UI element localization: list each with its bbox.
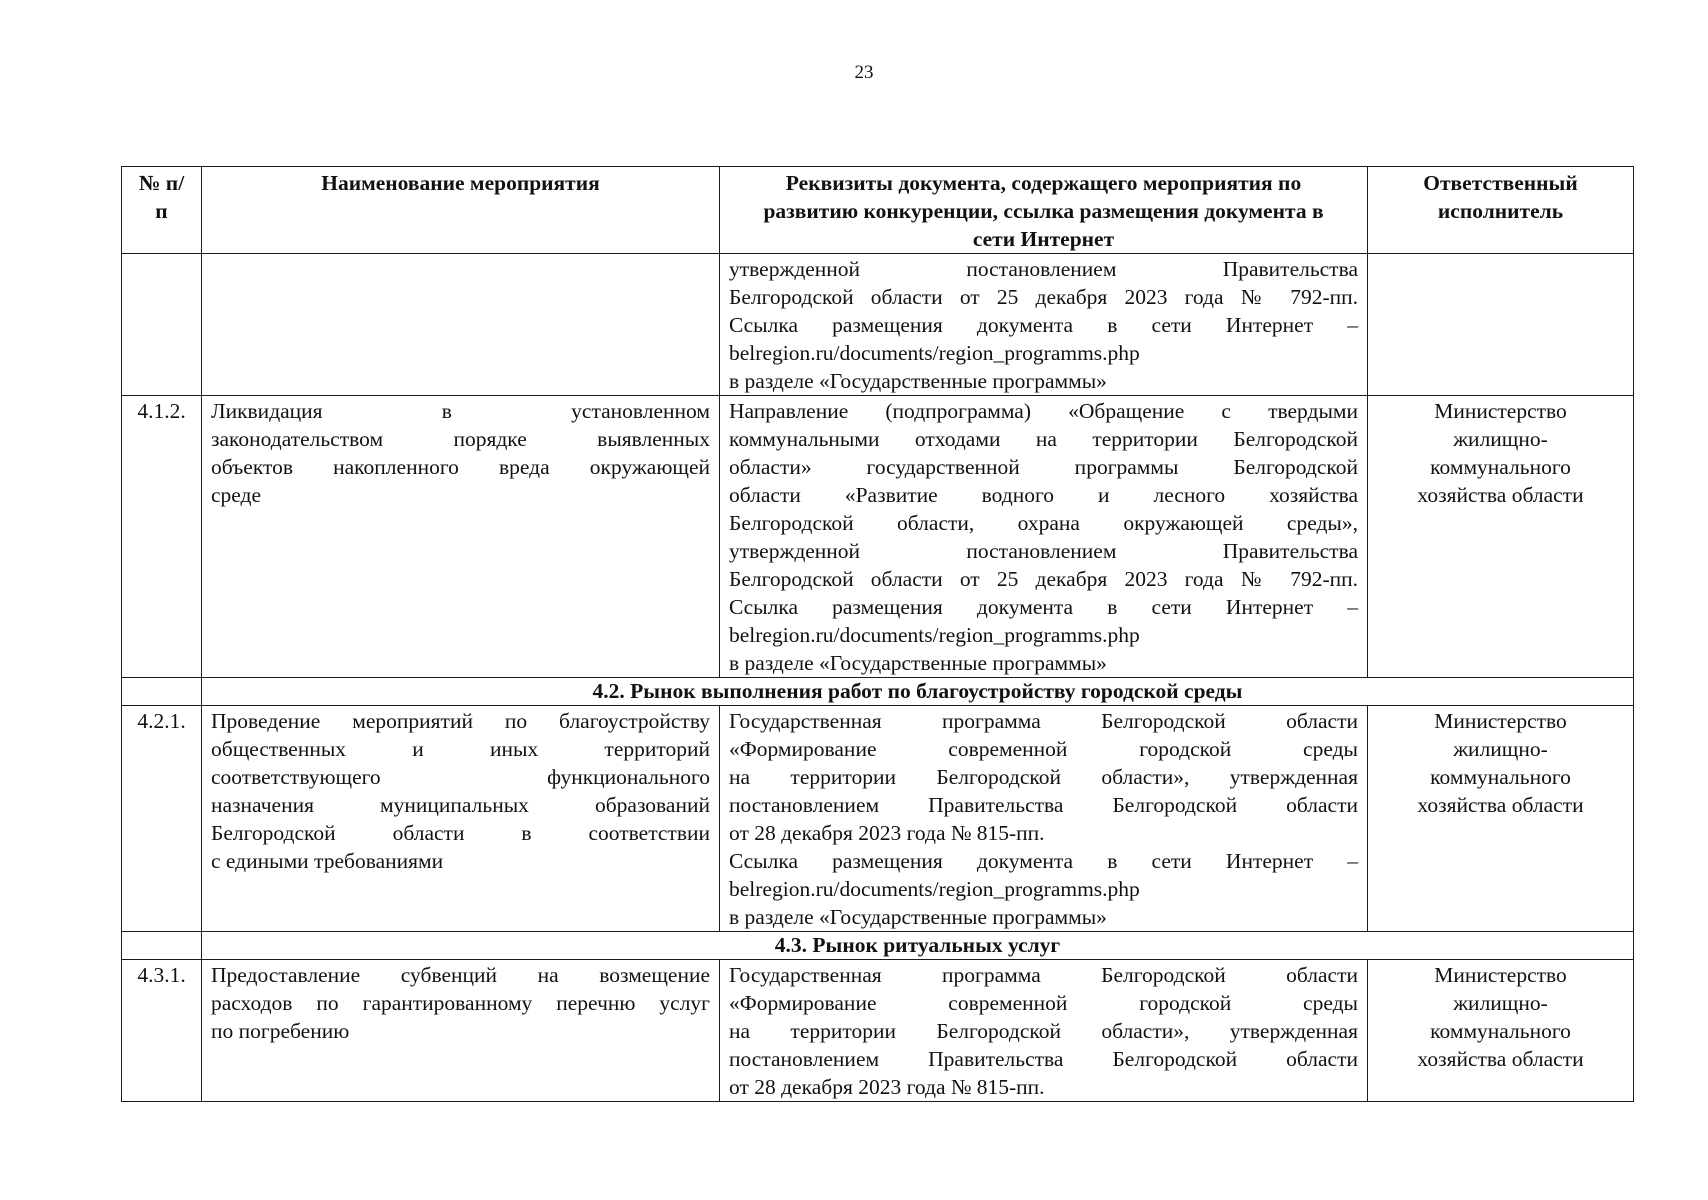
- doc-line: Ссылка размещения документа в сети Интернет –: [729, 849, 1358, 873]
- section-title: 4.3. Рынок ритуальных услуг: [202, 932, 1634, 960]
- row-doc: [720, 254, 1368, 396]
- resp-line: жилищно-: [1453, 737, 1548, 761]
- row-name: [202, 706, 720, 932]
- name-line: с едиными требованиями: [211, 849, 444, 873]
- name-line: Предоставление субвенций на возмещение: [211, 963, 710, 987]
- table-header-row: [122, 167, 1634, 254]
- table-row: [122, 960, 1634, 1102]
- row-name: [202, 396, 720, 678]
- doc-line: на территории Белгородской области», утвержденная: [729, 1019, 1358, 1043]
- name-line: Проведение мероприятий по благоустройству: [211, 709, 710, 733]
- table-row: [122, 396, 1634, 678]
- resp-line: жилищно-: [1453, 427, 1548, 451]
- resp-line: коммунального: [1430, 1019, 1571, 1043]
- resp-line: хозяйства области: [1417, 793, 1584, 817]
- doc-line: Направление (подпрограмма) «Обращение с твердыми: [729, 399, 1358, 423]
- name-line: расходов по гарантированному перечню услуг: [211, 991, 710, 1015]
- row-num: 4.3.1.: [122, 960, 202, 1102]
- section-num-cell: [122, 678, 202, 706]
- doc-line: Ссылка размещения документа в сети Интернет –: [729, 313, 1358, 337]
- row-num: 4.1.2.: [122, 396, 202, 678]
- header-name: Наименование мероприятия: [202, 167, 720, 254]
- doc-line: Ссылка размещения документа в сети Интернет –: [729, 595, 1358, 619]
- section-row: [122, 678, 1634, 706]
- section-row: [122, 932, 1634, 960]
- name-line: назначения муниципальных образований: [211, 793, 710, 817]
- row-resp: [1368, 706, 1634, 932]
- resp-line: Министерство: [1434, 963, 1567, 987]
- page-number: 23: [854, 62, 874, 83]
- table-row: [122, 706, 1634, 932]
- name-line: общественных и иных территорий: [211, 737, 710, 761]
- doc-line: Белгородской области от 25 декабря 2023 года № 792-пп.: [729, 567, 1358, 591]
- doc-link-line: belregion.ru/documents/region_programms.php: [729, 877, 1140, 901]
- row-doc: [720, 706, 1368, 932]
- header-resp: Ответственный исполнитель: [1368, 167, 1634, 254]
- resp-line: Министерство: [1434, 399, 1567, 423]
- doc-line: на территории Белгородской области», утвержденная: [729, 765, 1358, 789]
- row-num: [122, 254, 202, 396]
- doc-link-line: belregion.ru/documents/region_programms.php: [729, 341, 1140, 365]
- doc-line: «Формирование современной городской среды: [729, 991, 1358, 1015]
- row-name: [202, 254, 720, 396]
- doc-line: Белгородской области, охрана окружающей среды»,: [729, 511, 1358, 535]
- resp-line: жилищно-: [1453, 991, 1548, 1015]
- competition-measures-table: [121, 166, 1634, 1102]
- header-doc: Реквизиты документа, содержащего мероприятия по развитию конкуренции, ссылка размещения документа в сети Интернет: [720, 167, 1368, 254]
- resp-line: коммунального: [1430, 455, 1571, 479]
- doc-line: Государственная программа Белгородской области: [729, 709, 1358, 733]
- name-line: Ликвидация в установленном: [211, 399, 710, 423]
- section-title: 4.2. Рынок выполнения работ по благоустройству городской среды: [202, 678, 1634, 706]
- doc-line: Белгородской области от 25 декабря 2023 года № 792-пп.: [729, 285, 1358, 309]
- table-row: [122, 254, 1634, 396]
- resp-line: Министерство: [1434, 709, 1567, 733]
- doc-line: утвержденной постановлением Правительства: [729, 257, 1358, 281]
- name-line: законодательством порядке выявленных: [211, 427, 710, 451]
- name-line: среде: [211, 483, 262, 507]
- name-line: Белгородской области в соответствии: [211, 821, 710, 845]
- doc-line: «Формирование современной городской среды: [729, 737, 1358, 761]
- header-num: № п/п: [122, 167, 202, 254]
- row-resp: [1368, 254, 1634, 396]
- row-doc: [720, 396, 1368, 678]
- resp-line: хозяйства области: [1417, 1047, 1584, 1071]
- doc-line: постановлением Правительства Белгородской области: [729, 1047, 1358, 1071]
- doc-line: в разделе «Государственные программы»: [729, 369, 1107, 393]
- row-num: 4.2.1.: [122, 706, 202, 932]
- doc-line: коммунальными отходами на территории Белгородской: [729, 427, 1358, 451]
- doc-line: Государственная программа Белгородской области: [729, 963, 1358, 987]
- row-resp: [1368, 396, 1634, 678]
- name-line: соответствующего функционального: [211, 765, 710, 789]
- doc-line: постановлением Правительства Белгородской области: [729, 793, 1358, 817]
- name-line: по погребению: [211, 1019, 350, 1043]
- resp-line: коммунального: [1430, 765, 1571, 789]
- doc-line: от 28 декабря 2023 года № 815-пп.: [729, 821, 1045, 845]
- doc-line: в разделе «Государственные программы»: [729, 905, 1107, 929]
- section-num-cell: [122, 932, 202, 960]
- doc-link-line: belregion.ru/documents/region_programms.php: [729, 623, 1140, 647]
- doc-line: области» государственной программы Белгородской: [729, 455, 1358, 479]
- doc-line: в разделе «Государственные программы»: [729, 651, 1107, 675]
- doc-line: от 28 декабря 2023 года № 815-пп.: [729, 1075, 1045, 1099]
- doc-line: утвержденной постановлением Правительства: [729, 539, 1358, 563]
- doc-line: области «Развитие водного и лесного хозяйства: [729, 483, 1358, 507]
- row-name: [202, 960, 720, 1102]
- resp-line: хозяйства области: [1417, 483, 1584, 507]
- row-resp: [1368, 960, 1634, 1102]
- row-doc: [720, 960, 1368, 1102]
- name-line: объектов накопленного вреда окружающей: [211, 455, 710, 479]
